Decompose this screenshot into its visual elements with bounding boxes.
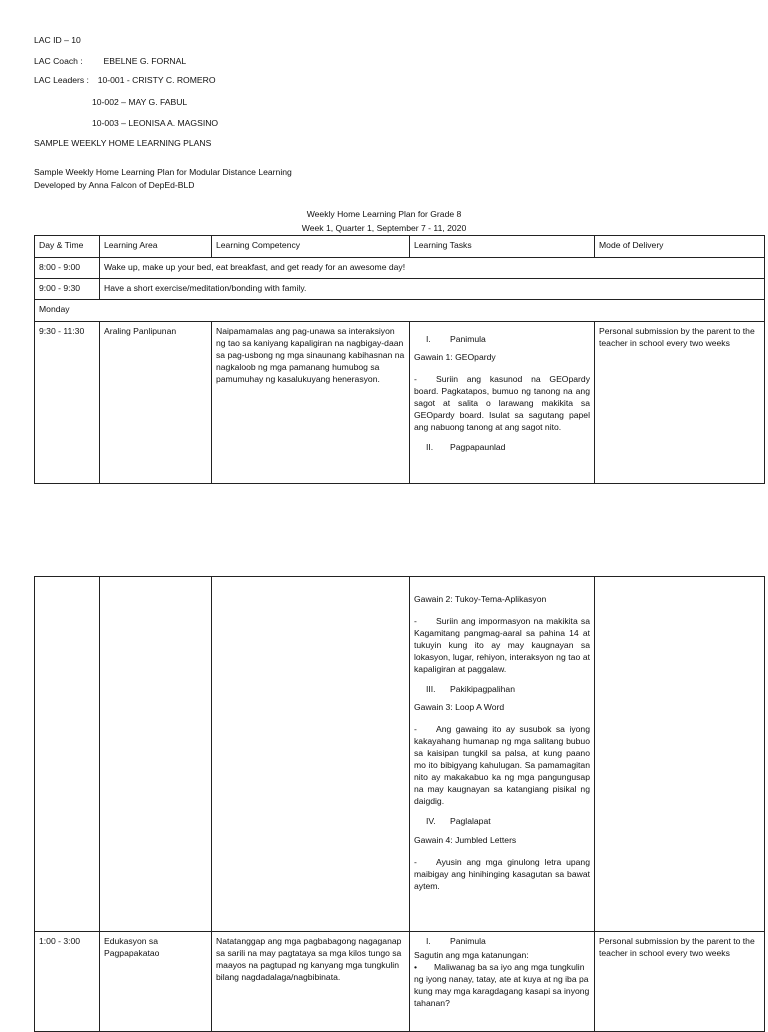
- header-learning-competency: Learning Competency: [212, 236, 410, 258]
- gawain-label: Gawain 4: Jumbled Letters: [414, 834, 517, 845]
- leader-2: 10-002 – MAY G. FABUL: [92, 97, 188, 107]
- learning-area-cell: [100, 577, 212, 932]
- learning-area-cell: Edukasyon sa Pagpapakatao: [100, 932, 212, 1032]
- task-number: II.: [426, 442, 434, 453]
- plan-week: Week 1, Quarter 1, September 7 - 11, 2020: [301, 223, 467, 233]
- learning-tasks-cell: [410, 932, 595, 1032]
- bullet-item: [414, 961, 590, 1009]
- mode-of-delivery-cell: [595, 577, 765, 932]
- task-heading: [414, 935, 590, 947]
- bullet-marker: •: [414, 962, 418, 973]
- header-learning-tasks: Learning Tasks: [410, 236, 595, 258]
- mode-of-delivery-cell: Personal submission by the parent to the teacher in school every two weeks: [595, 322, 765, 484]
- task-title: Paglalapat: [450, 816, 491, 827]
- table-row: [35, 322, 765, 484]
- dash-marker: -: [414, 374, 417, 385]
- leader-1: 10-001 - CRISTY C. ROMERO: [97, 75, 216, 85]
- header-day-time: Day & Time: [35, 236, 100, 258]
- weekly-plan-table-1: [34, 235, 765, 484]
- mode-of-delivery-cell: Personal submission by the parent to the teacher in school every two weeks: [595, 932, 765, 1032]
- header-mode-of-delivery: Mode of Delivery: [595, 236, 765, 258]
- table-row: [35, 932, 765, 1032]
- gawain-description: [414, 373, 590, 433]
- activity-cell: Have a short exercise/meditation/bonding with family.: [100, 279, 765, 300]
- header-learning-area: Learning Area: [100, 236, 212, 258]
- task-title: Pagpapaunlad: [450, 442, 506, 453]
- gawain-text: Ayusin ang mga ginulong letra upang maibigay ang hinihinging kasagutan sa bawat aytem.: [414, 856, 590, 891]
- lac-coach-name: EBELNE G. FORNAL: [103, 56, 187, 66]
- learning-competency-cell: Naipamamalas ang pag-unawa sa interaksiyon ng tao sa kaniyang kapaligiran na nagbigay-daan sa pag-usbong ng mga sinaunang kabihasnan na nagkaloob ng mga pamanang humubog sa pamumuhay ng kasalukuyang henerasyon.: [212, 322, 410, 484]
- learning-tasks-cell: [410, 322, 595, 484]
- gawain-label: Gawain 1: GEOpardy: [414, 352, 496, 363]
- section-title: SAMPLE WEEKLY HOME LEARNING PLANS: [34, 138, 212, 148]
- task-title: Pakikipagpalihan: [450, 684, 515, 695]
- bullet-text: Maliwanag ba sa iyo ang mga tungkulin ng iyong nanay, tatay, ate at kuya at ng iba pa kung may mga karagdagang kasapi sa inyong tahanan?: [414, 962, 590, 1009]
- table-row: [35, 577, 765, 932]
- gawain-text: Suriin ang impormasyon na makikita sa Kagamitang pangmag-aaral sa pahina 14 at tukuyin kung ito ay may kaugnayan sa lokasyon, lugar, rehiyon, interaksyon ng tao at kapaligiran at paggalaw.: [414, 616, 590, 675]
- dash-marker: -: [414, 724, 417, 735]
- time-cell: 1:00 - 3:00: [35, 932, 100, 1032]
- gawain-text: Suriin ang kasunod na GEOpardy board. Pagkatapos, bumuo ng tanong na ang sagot at salita o larawang makikita sa GEOpardy board. Isulat sa sagutang papel ang nabuong tanong at ang sagot nito.: [414, 374, 590, 433]
- task-heading: [414, 815, 590, 827]
- gawain-label: Gawain 2: Tukoy-Tema-Aplikasyon: [414, 594, 547, 604]
- lac-coach-label: LAC Coach :: [34, 56, 83, 66]
- sample-plan-line: Sample Weekly Home Learning Plan for Modular Distance Learning: [34, 167, 292, 177]
- table-row: [35, 258, 765, 279]
- leader-3: 10-003 – LEONISA A. MAGSINO: [92, 118, 219, 128]
- day-row: [35, 300, 765, 322]
- time-cell: 9:00 - 9:30: [35, 279, 100, 300]
- time-cell: 9:30 - 11:30: [35, 322, 100, 484]
- task-heading: [414, 441, 590, 453]
- gawain-text: Ang gawaing ito ay susubok sa iyong kakayahang humanap ng mga salitang bubuo sa kaisipan tungkil sa palsa, at kung paano mo ito bibigyang kahulugan. Sa pamamagitan nito ay makakabuo ka ng mga pangungusap na may kaugnayan sa katangiang pisikal ng daigdig.: [414, 724, 590, 807]
- task-number: I.: [426, 334, 431, 344]
- task-title: Panimula: [450, 334, 486, 344]
- task-title: Panimula: [450, 936, 486, 946]
- table-row: [35, 279, 765, 300]
- learning-area-cell: Araling Panlipunan: [100, 322, 212, 484]
- lac-leaders-label: LAC Leaders :: [34, 75, 89, 85]
- learning-competency-cell: [212, 577, 410, 932]
- time-cell: 8:00 - 9:00: [35, 258, 100, 279]
- day-label: Monday: [35, 300, 765, 322]
- task-number: I.: [426, 936, 431, 946]
- gawain-description: [414, 856, 590, 892]
- task-heading: [414, 683, 590, 695]
- lac-coach-line: [34, 55, 186, 67]
- task-number: IV.: [426, 816, 436, 827]
- lac-id: LAC ID – 10: [34, 35, 81, 45]
- activity-cell: Wake up, make up your bed, eat breakfast, and get ready for an awesome day!: [100, 258, 765, 279]
- task-number: III.: [426, 684, 436, 695]
- gawain-description: [414, 615, 590, 675]
- instruction-text: Sagutin ang mga katanungan:: [414, 950, 529, 961]
- plan-title: Weekly Home Learning Plan for Grade 8: [306, 209, 462, 219]
- gawain-description: [414, 723, 590, 807]
- weekly-plan-table-2: [34, 576, 765, 1032]
- lac-leaders-line: [34, 74, 216, 86]
- dash-marker: -: [414, 616, 417, 627]
- time-cell: [35, 577, 100, 932]
- task-heading: [414, 333, 590, 345]
- learning-tasks-cell: [410, 577, 595, 932]
- header-row: [35, 236, 765, 258]
- developed-by-line: Developed by Anna Falcon of DepEd-BLD: [34, 180, 195, 190]
- learning-competency-cell: Natatanggap ang mga pagbabagong nagaganap sa sarili na may pagtataya sa mga kilos tungo sa maayos na pagtupad ng kanyang mga tungkulin bilang nagdadalaga/nagbibinata.: [212, 932, 410, 1032]
- gawain-label: Gawain 3: Loop A Word: [414, 702, 505, 713]
- dash-marker: -: [414, 856, 417, 867]
